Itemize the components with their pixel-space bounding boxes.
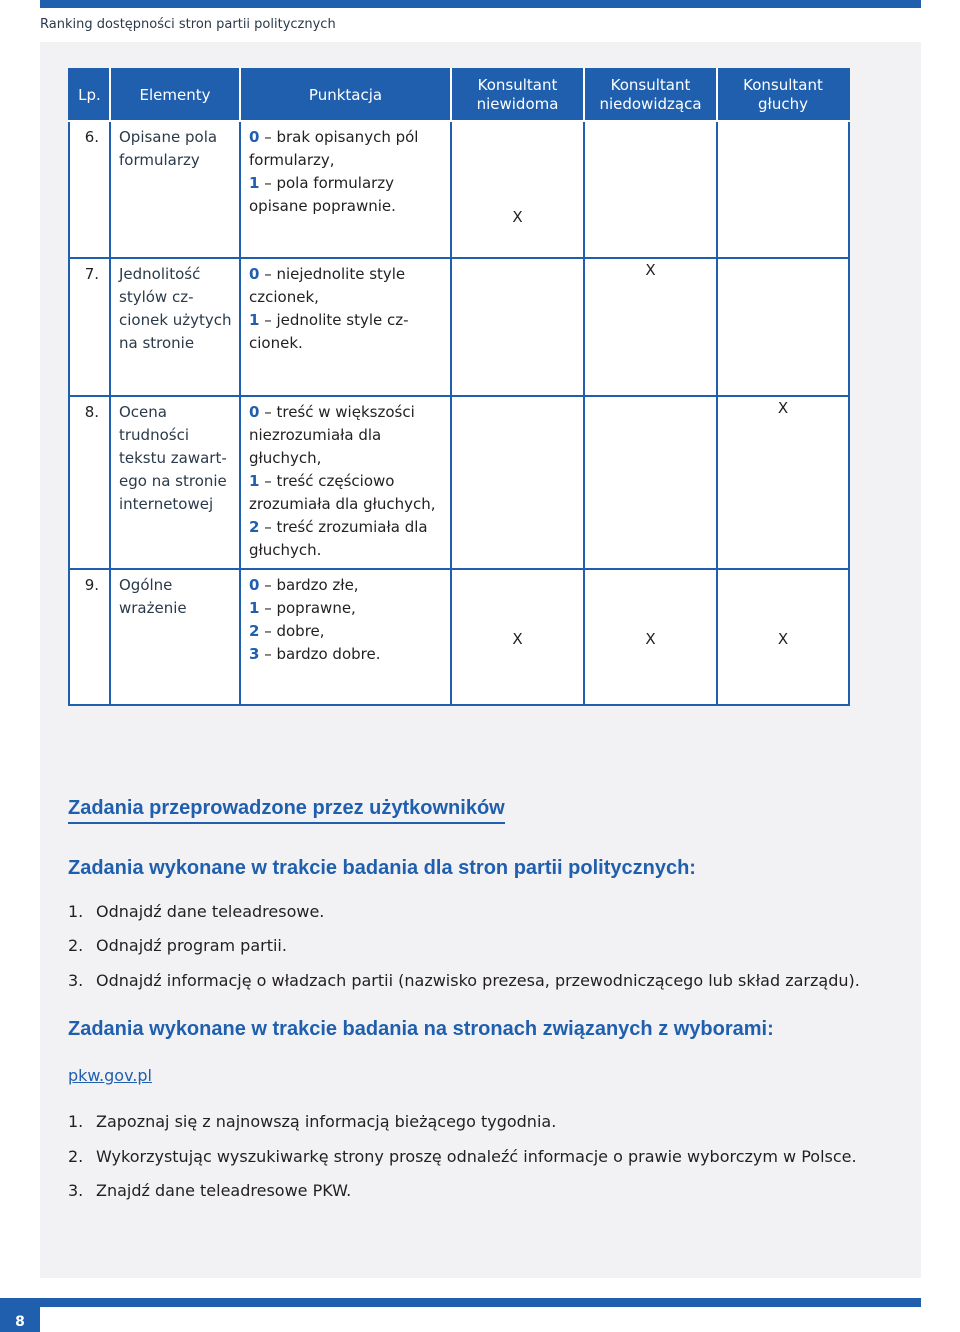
header-elementy: Elementy	[110, 69, 240, 121]
mark-gluchy	[717, 121, 849, 258]
table-row	[69, 258, 849, 396]
list-item-number: 1.	[68, 1112, 84, 1131]
list-item-number: 3.	[68, 971, 84, 990]
mark-niedowidzaca	[584, 396, 717, 569]
row-scoring	[240, 258, 451, 396]
mark-gluchy	[717, 258, 849, 396]
table-header-row	[69, 69, 849, 121]
row-number: 6.	[69, 121, 110, 258]
list-item	[68, 902, 324, 921]
row-element: Opisane pola formularzy	[110, 121, 240, 258]
score-description: – treść w większości niezrozumiała dla głuchych,	[249, 403, 415, 467]
list-item	[68, 971, 860, 990]
party-tasks-heading: Zadania wykonane w trakcie badania dla stron partii politycznych:	[68, 857, 696, 879]
row-element: Jednolitość stylów cz-cionek użytych na stronie	[110, 258, 240, 396]
table-row	[69, 396, 849, 569]
score-description: – pola formularzy opisane poprawnie.	[249, 174, 396, 215]
list-item-number: 1.	[68, 902, 84, 921]
row-scoring	[240, 121, 451, 258]
score-value: 0	[249, 576, 260, 594]
score-value: 0	[249, 128, 260, 146]
score-value: 0	[249, 265, 260, 283]
table-row	[69, 121, 849, 258]
score-value: 1	[249, 174, 260, 192]
list-item-number: 2.	[68, 936, 84, 955]
score-description: – brak opisanych pól formularzy,	[249, 128, 419, 169]
score-description: – treść zrozumiała dla głuchych.	[249, 518, 428, 559]
pkw-link[interactable]: pkw.gov.pl	[68, 1066, 152, 1085]
mark-niewidoma: X	[451, 121, 584, 258]
header-lp: Lp.	[69, 69, 110, 121]
header-konsultant-niewidoma: Konsultant niewidoma	[451, 69, 584, 121]
mark-gluchy: X	[717, 396, 849, 569]
row-number: 7.	[69, 258, 110, 396]
row-number: 9.	[69, 569, 110, 705]
row-element: Ocena trudności tekstu zawart-ego na stronie internetowej	[110, 396, 240, 569]
list-item-number: 2.	[68, 1147, 84, 1166]
page-number: 8	[15, 1314, 25, 1330]
score-value: 1	[249, 599, 260, 617]
score-description: – niejednolite style czcionek,	[249, 265, 406, 306]
score-value: 2	[249, 622, 260, 640]
mark-niedowidzaca	[584, 121, 717, 258]
section-title: Zadania przeprowadzone przez użytkowników	[68, 797, 505, 824]
mark-niewidoma	[451, 258, 584, 396]
score-value: 3	[249, 645, 260, 663]
score-description: – bardzo dobre.	[259, 645, 381, 663]
list-item	[68, 936, 287, 955]
header-konsultant-niedowidzaca: Konsultant niedowidząca	[584, 69, 717, 121]
list-item-text: Odnajdź dane teleadresowe.	[96, 902, 325, 921]
row-scoring	[240, 569, 451, 705]
mark-niewidoma	[451, 396, 584, 569]
list-item	[68, 1112, 556, 1131]
table-row	[69, 569, 849, 705]
list-item-text: Odnajdź program partii.	[96, 936, 287, 955]
score-description: – bardzo złe,	[259, 576, 359, 594]
score-description: – dobre,	[259, 622, 325, 640]
row-number: 8.	[69, 396, 110, 569]
list-item	[68, 1147, 857, 1166]
top-accent-bar	[40, 0, 921, 8]
score-description: – treść częściowo zrozumiała dla głuchych,	[249, 472, 436, 513]
score-value: 2	[249, 518, 260, 536]
list-item	[68, 1181, 351, 1200]
score-description: – jednolite style cz-cionek.	[249, 311, 409, 352]
list-item-text: Wykorzystując wyszukiwarkę strony proszę odnaleźć informacje o prawie wyborczym w Polsce.	[96, 1147, 857, 1166]
bottom-accent-bar	[0, 1298, 921, 1307]
running-header: Ranking dostępności stron partii politycznych	[40, 17, 336, 32]
scoring-table	[68, 68, 850, 706]
header-konsultant-gluchy: Konsultant głuchy	[717, 69, 849, 121]
row-scoring	[240, 396, 451, 569]
mark-niewidoma: X	[451, 569, 584, 705]
mark-niedowidzaca: X	[584, 569, 717, 705]
header-punktacja: Punktacja	[240, 69, 451, 121]
election-tasks-heading: Zadania wykonane w trakcie badania na stronach związanych z wyborami:	[68, 1018, 774, 1040]
list-item-text: Zapoznaj się z najnowszą informacją bieżącego tygodnia.	[96, 1112, 557, 1131]
score-description: – poprawne,	[259, 599, 356, 617]
list-item-text: Znajdź dane teleadresowe PKW.	[96, 1181, 352, 1200]
score-value: 1	[249, 472, 260, 490]
mark-gluchy: X	[717, 569, 849, 705]
score-value: 1	[249, 311, 260, 329]
list-item-number: 3.	[68, 1181, 84, 1200]
score-value: 0	[249, 403, 260, 421]
list-item-text: Odnajdź informację o władzach partii (nazwisko prezesa, przewodniczącego lub skład zarządu).	[96, 971, 860, 990]
row-element: Ogólne wrażenie	[110, 569, 240, 705]
mark-niedowidzaca: X	[584, 258, 717, 396]
